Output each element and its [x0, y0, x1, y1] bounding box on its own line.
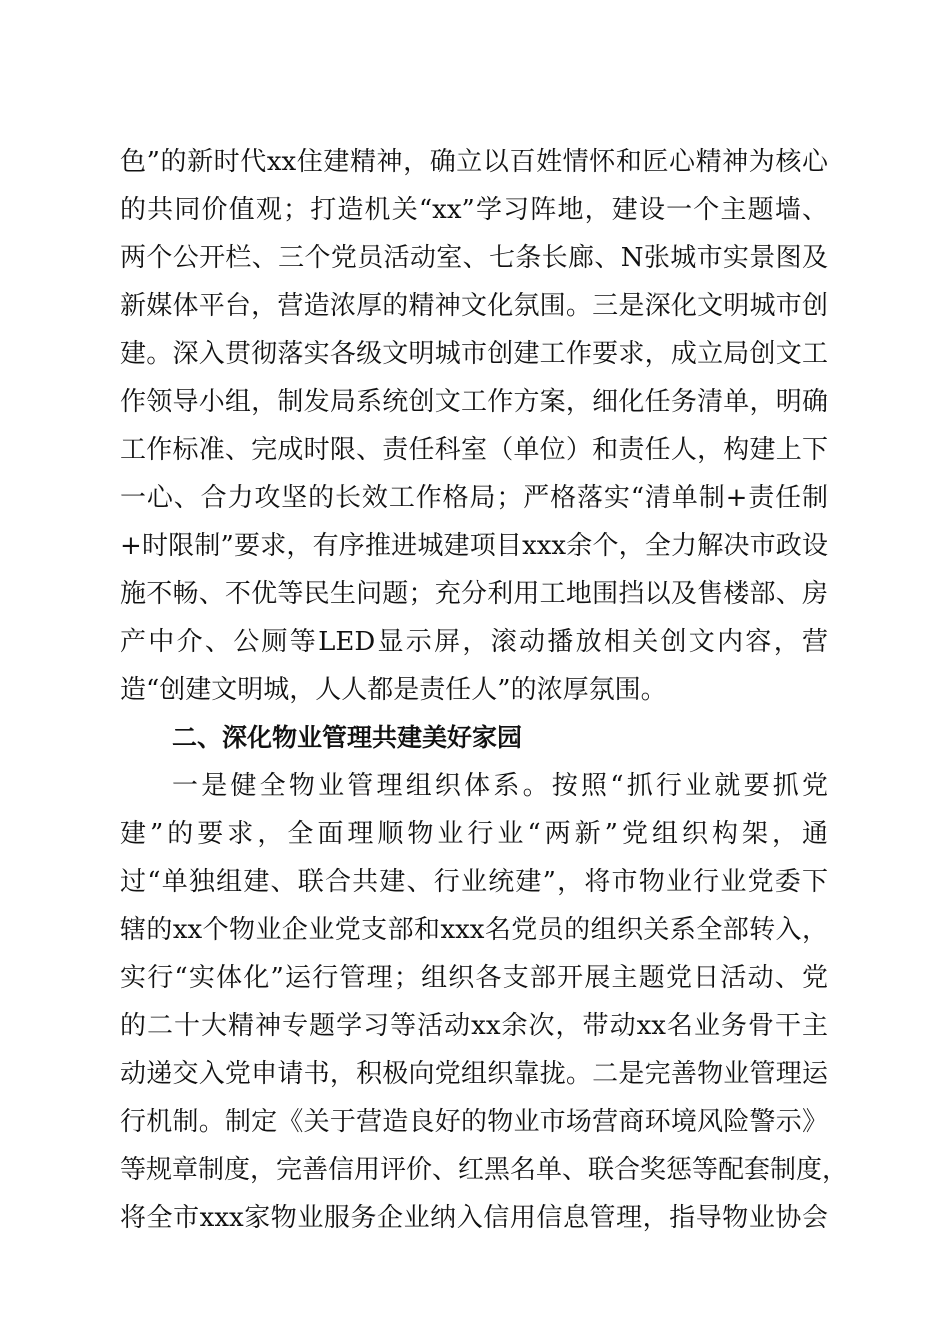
text-line: 等规章制度，完善信用评价、红黑名单、联合奖惩等配套制度， — [120, 1155, 849, 1185]
text-line: 色”的新时代xx住建精神，确立以百姓情怀和匠心精神为核心 — [120, 147, 828, 177]
text-line: 一心、合力攻坚的长效工作格局；严格落实“清单制+责任制 — [120, 483, 828, 513]
text-line: 动递交入党申请书，积极向党组织靠拢。二是完善物业管理运 — [120, 1059, 828, 1089]
text-line: 实行“实体化”运行管理；组织各支部开展主题党日活动、党 — [120, 963, 828, 993]
text-line: 两个公开栏、三个党员活动室、七条长廊、N张城市实景图及 — [120, 243, 828, 273]
text-line: 施不畅、不优等民生问题；充分利用工地围挡以及售楼部、房 — [120, 579, 828, 609]
text-line: 造“创建文明城，人人都是责任人”的浓厚氛围。 — [120, 675, 667, 705]
text-line: 一是健全物业管理组织体系。按照“抓行业就要抓党 — [172, 771, 828, 801]
text-line: 的共同价值观；打造机关“xx”学习阵地，建设一个主题墙、 — [120, 195, 828, 225]
text-line: 作领导小组，制发局系统创文工作方案，细化任务清单，明确 — [120, 387, 828, 417]
section-heading: 二、深化物业管理共建美好家园 — [172, 723, 523, 752]
text-line: 辖的xx个物业企业党支部和xxx名党员的组织关系全部转入， — [120, 915, 828, 945]
text-line: 新媒体平台，营造浓厚的精神文化氛围。三是深化文明城市创 — [120, 291, 828, 321]
text-line: 工作标准、完成时限、责任科室（单位）和责任人，构建上下 — [120, 435, 828, 465]
text-line: 产中介、公厕等LED显示屏，滚动播放相关创文内容，营 — [120, 627, 828, 657]
text-line: 将全市xxx家物业服务企业纳入信用信息管理，指导物业协会 — [120, 1203, 828, 1233]
text-line: 过“单独组建、联合共建、行业统建”，将市物业行业党委下 — [120, 867, 828, 897]
text-line: +时限制”要求，有序推进城建项目xxx余个，全力解决市政设 — [120, 531, 828, 561]
text-line: 建”的要求，全面理顺物业行业“两新”党组织构架，通 — [120, 819, 828, 849]
text-line: 行机制。制定《关于营造良好的物业市场营商环境风险警示》 — [120, 1107, 828, 1137]
text-line: 的二十大精神专题学习等活动xx余次，带动xx名业务骨干主 — [120, 1011, 828, 1041]
text-line: 建。深入贯彻落实各级文明城市创建工作要求，成立局创文工 — [120, 339, 828, 369]
